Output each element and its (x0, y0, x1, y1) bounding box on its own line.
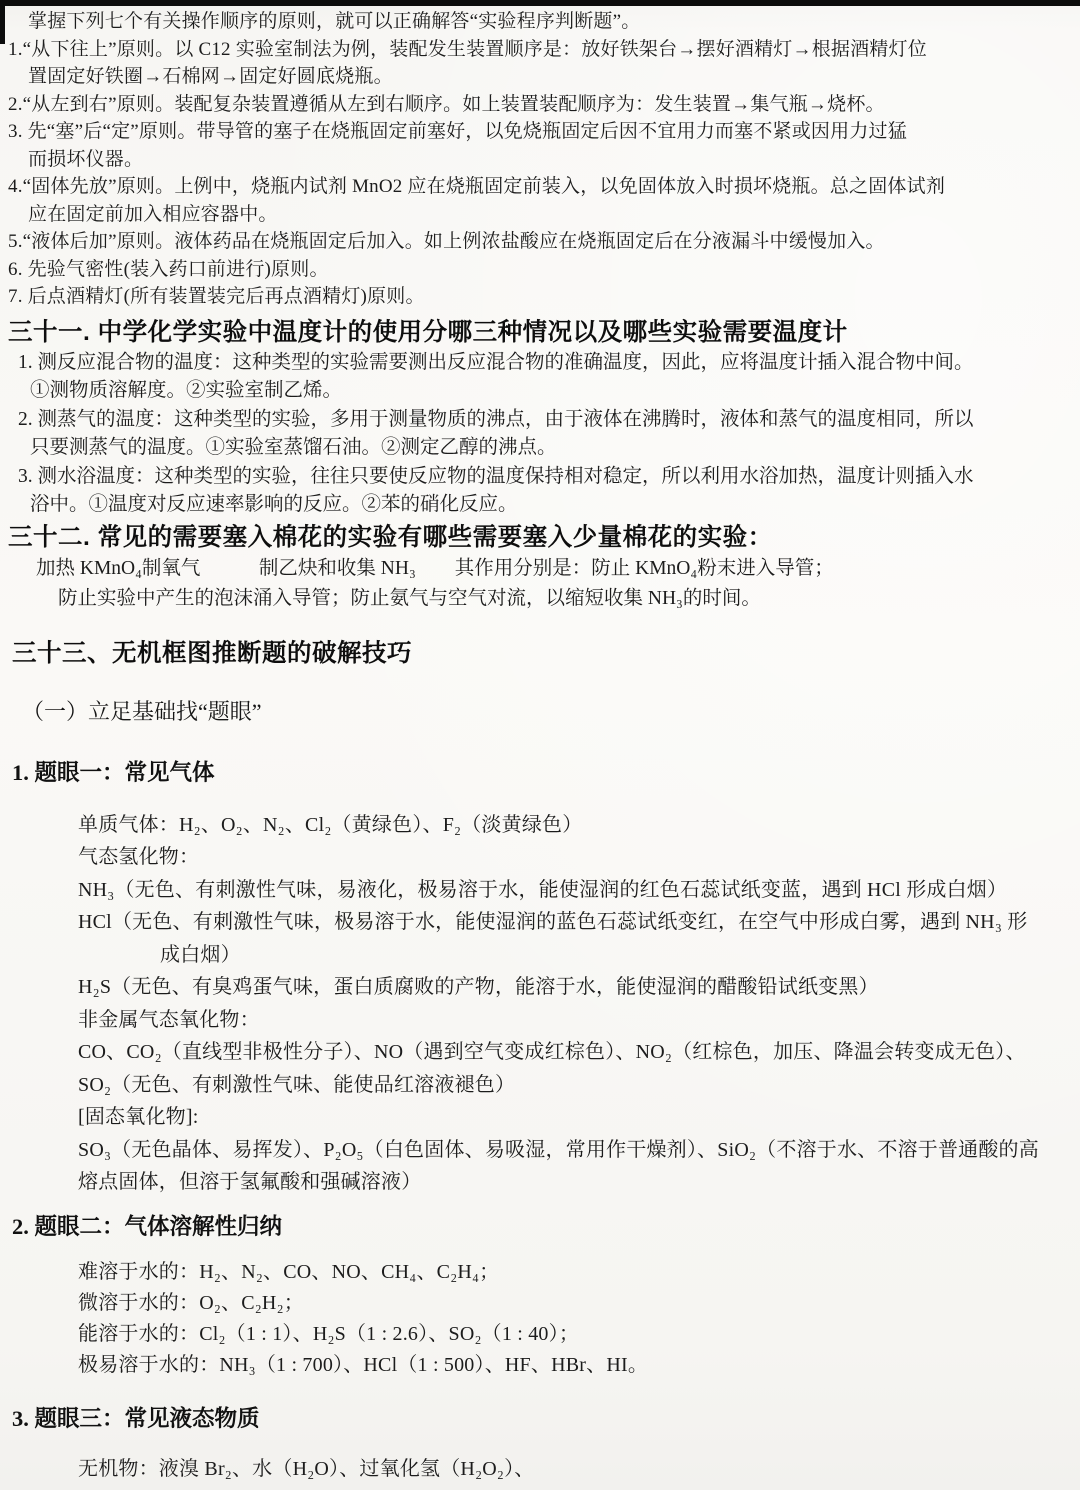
section-31-body (8, 349, 1070, 520)
eye1-nh3-line: NH₃（无色、有刺激性气味，易液化，极易溶于水，能使湿润的红色石蕊试纸变蓝，遇到 HCl 形成白烟） (78, 878, 1008, 901)
eye3-inorganic-liquids-line: 无机物：液溴 Br₂、水（H₂O）、过氧化氢（H₂O₂）、 (78, 1457, 535, 1480)
eye1-so3-line-1: SO₃（无色晶体、易挥发）、P₂O₅（白色固体、易吸湿，常用作干燥剂）、SiO₂（不溶于水、不溶于普通酸的高 (78, 1138, 1039, 1161)
eye-1-heading: 1. 题眼一：常见气体 (12, 759, 215, 785)
s31-item-3-line-1: 3. 测水浴温度：这种类型的实验，往往只要使反应物的温度保持相对稳定，所以利用水浴加热，温度计则插入水 (18, 465, 974, 487)
eye-1-body (8, 809, 1070, 1199)
intro-principles-block (8, 8, 1070, 311)
eye2-slightly-line: 微溶于水的：O₂、C₂H₂； (78, 1291, 304, 1314)
s31-item-2-line-2: 只要测蒸气的温度。①实验室蒸馏石油。②测定乙醇的沸点。 (30, 437, 557, 458)
intro-lead-line: 掌握下列七个有关操作顺序的原则，就可以正确解答“实验程序判断题”。 (28, 11, 641, 32)
eye1-co-no-line: CO、CO₂（直线型非极性分子）、NO（遇到空气变成红棕色）、NO₂（红棕色，加压、降温会转变成无色）、 (78, 1041, 1026, 1063)
principle-1-line-2: 置固定好铁圈→石棉网→固定好圆底烧瓶。 (28, 66, 393, 87)
principle-7-line: 7. 后点酒精灯(所有装置装完后再点酒精灯)原则。 (8, 286, 425, 307)
eye1-hcl-line-1: HCl（无色、有刺激性气味，极易溶于水，能使湿润的蓝色石蕊试纸变红，在空气中形成白雾，遇到 NH₃ 形 (78, 911, 1028, 933)
eye1-so2-line: SO₂（无色、有刺激性气味、能使品红溶液褪色） (78, 1073, 516, 1096)
eye2-highly-soluble-line: 极易溶于水的：NH₃（1 : 700）、HCl（1 : 500）、HF、HBr、HI。 (78, 1353, 649, 1376)
eye-2-heading: 2. 题眼二：气体溶解性归纳 (12, 1213, 283, 1239)
principle-3-line-1: 3. 先“塞”后“定”原则。带导管的塞子在烧瓶固定前塞好，以免烧瓶固定后因不宜用力而塞不紧或因用力过猛 (8, 121, 907, 142)
eye2-insoluble-line: 难溶于水的：H₂、N₂、CO、NO、CH₄、C₂H₄； (78, 1260, 500, 1283)
eye1-nonmetal-oxides-label: 非金属气态氧化物： (78, 1008, 260, 1031)
eye-2-body (8, 1257, 1070, 1381)
principle-4-line-1: 4.“固体先放”原则。上例中，烧瓶内试剂 MnO2 应在烧瓶固定前装入，以免固体放入时损坏烧瓶。总之固体试剂 (8, 176, 946, 197)
principle-6-line: 6. 先验气密性(装入药口前进行)原则。 (8, 258, 329, 280)
section-32-body (8, 554, 1070, 614)
s32-line-2: 防止实验中产生的泡沫涌入导管；防止氨气与空气对流，以缩短收集 NH₃的时间。 (58, 587, 761, 609)
eye-3-heading: 3. 题眼三：常见液态物质 (12, 1405, 260, 1431)
s31-item-1-line-1: 1. 测反应混合物的温度：这种类型的实验需要测出反应混合物的准确温度，因此，应将温度计插入混合物中间。 (18, 351, 974, 373)
principle-3-line-2: 而损坏仪器。 (28, 148, 144, 170)
s31-item-2-line-1: 2. 测蒸气的温度：这种类型的实验，多用于测量物质的沸点，由于液体在沸腾时，液体和蒸气的温度相同，所以 (18, 408, 974, 430)
section-32-heading: 三十二. 常见的需要塞入棉花的实验有哪些需要塞入少量棉花的实验： (8, 523, 773, 551)
section-33-subheading: （一）立足基础找“题眼” (22, 698, 262, 724)
eye1-elemental-gases-line: 单质气体：H₂、O₂、N₂、Cl₂（黄绿色）、F₂（淡黄绿色） (78, 813, 583, 836)
principle-5-line: 5.“液体后加”原则。液体药品在烧瓶固定后加入。如上例浓盐酸应在烧瓶固定后在分液漏斗中缓慢加入。 (8, 231, 885, 252)
eye1-so3-line-2: 熔点固体，但溶于氢氟酸和强碱溶液） (78, 1171, 422, 1193)
eye1-solid-oxides-label: [固态氧化物]: (78, 1106, 199, 1128)
eye-3-body (8, 1453, 1070, 1486)
s31-item-1-line-2: ①测物质溶解度。②实验室制乙烯。 (30, 380, 343, 401)
principle-2-line: 2.“从左到右”原则。装配复杂装置遵循从左到右顺序。如上装置装配顺序为：发生装置→集气瓶→烧杯。 (8, 93, 885, 115)
principle-1-line-1: 1.“从下往上”原则。以 C12 实验室制法为例，装配发生装置顺序是：放好铁架台→摆好酒精灯→根据酒精灯位 (8, 38, 927, 60)
section-33-heading: 三十三、无机框图推断题的破解技巧 (12, 639, 412, 667)
eye1-hydrides-label: 气态氢化物： (78, 846, 200, 868)
s31-item-3-line-2: 浴中。①温度对反应速率影响的反应。②苯的硝化反应。 (30, 494, 518, 515)
principle-4-line-2: 应在固定前加入相应容器中。 (28, 203, 278, 225)
section-31-heading: 三十一. 中学化学实验中温度计的使用分哪三种情况以及哪些实验需要温度计 (8, 318, 848, 346)
eye1-h2s-line: H₂S（无色、有臭鸡蛋气味，蛋白质腐败的产物，能溶于水，能使湿润的醋酸铅试纸变黑） (78, 976, 879, 998)
eye1-hcl-line-2: 成白烟） (160, 943, 241, 966)
s32-line-1: 加热 KMnO₄制氧气 制乙炔和收集 NH₃ 其作用分别是：防止 KMnO₄粉末进入导管； (36, 557, 834, 579)
eye2-soluble-line: 能溶于水的：Cl₂（1 : 1）、H₂S（1 : 2.6）、SO₂（1 : 40）； (78, 1322, 580, 1345)
